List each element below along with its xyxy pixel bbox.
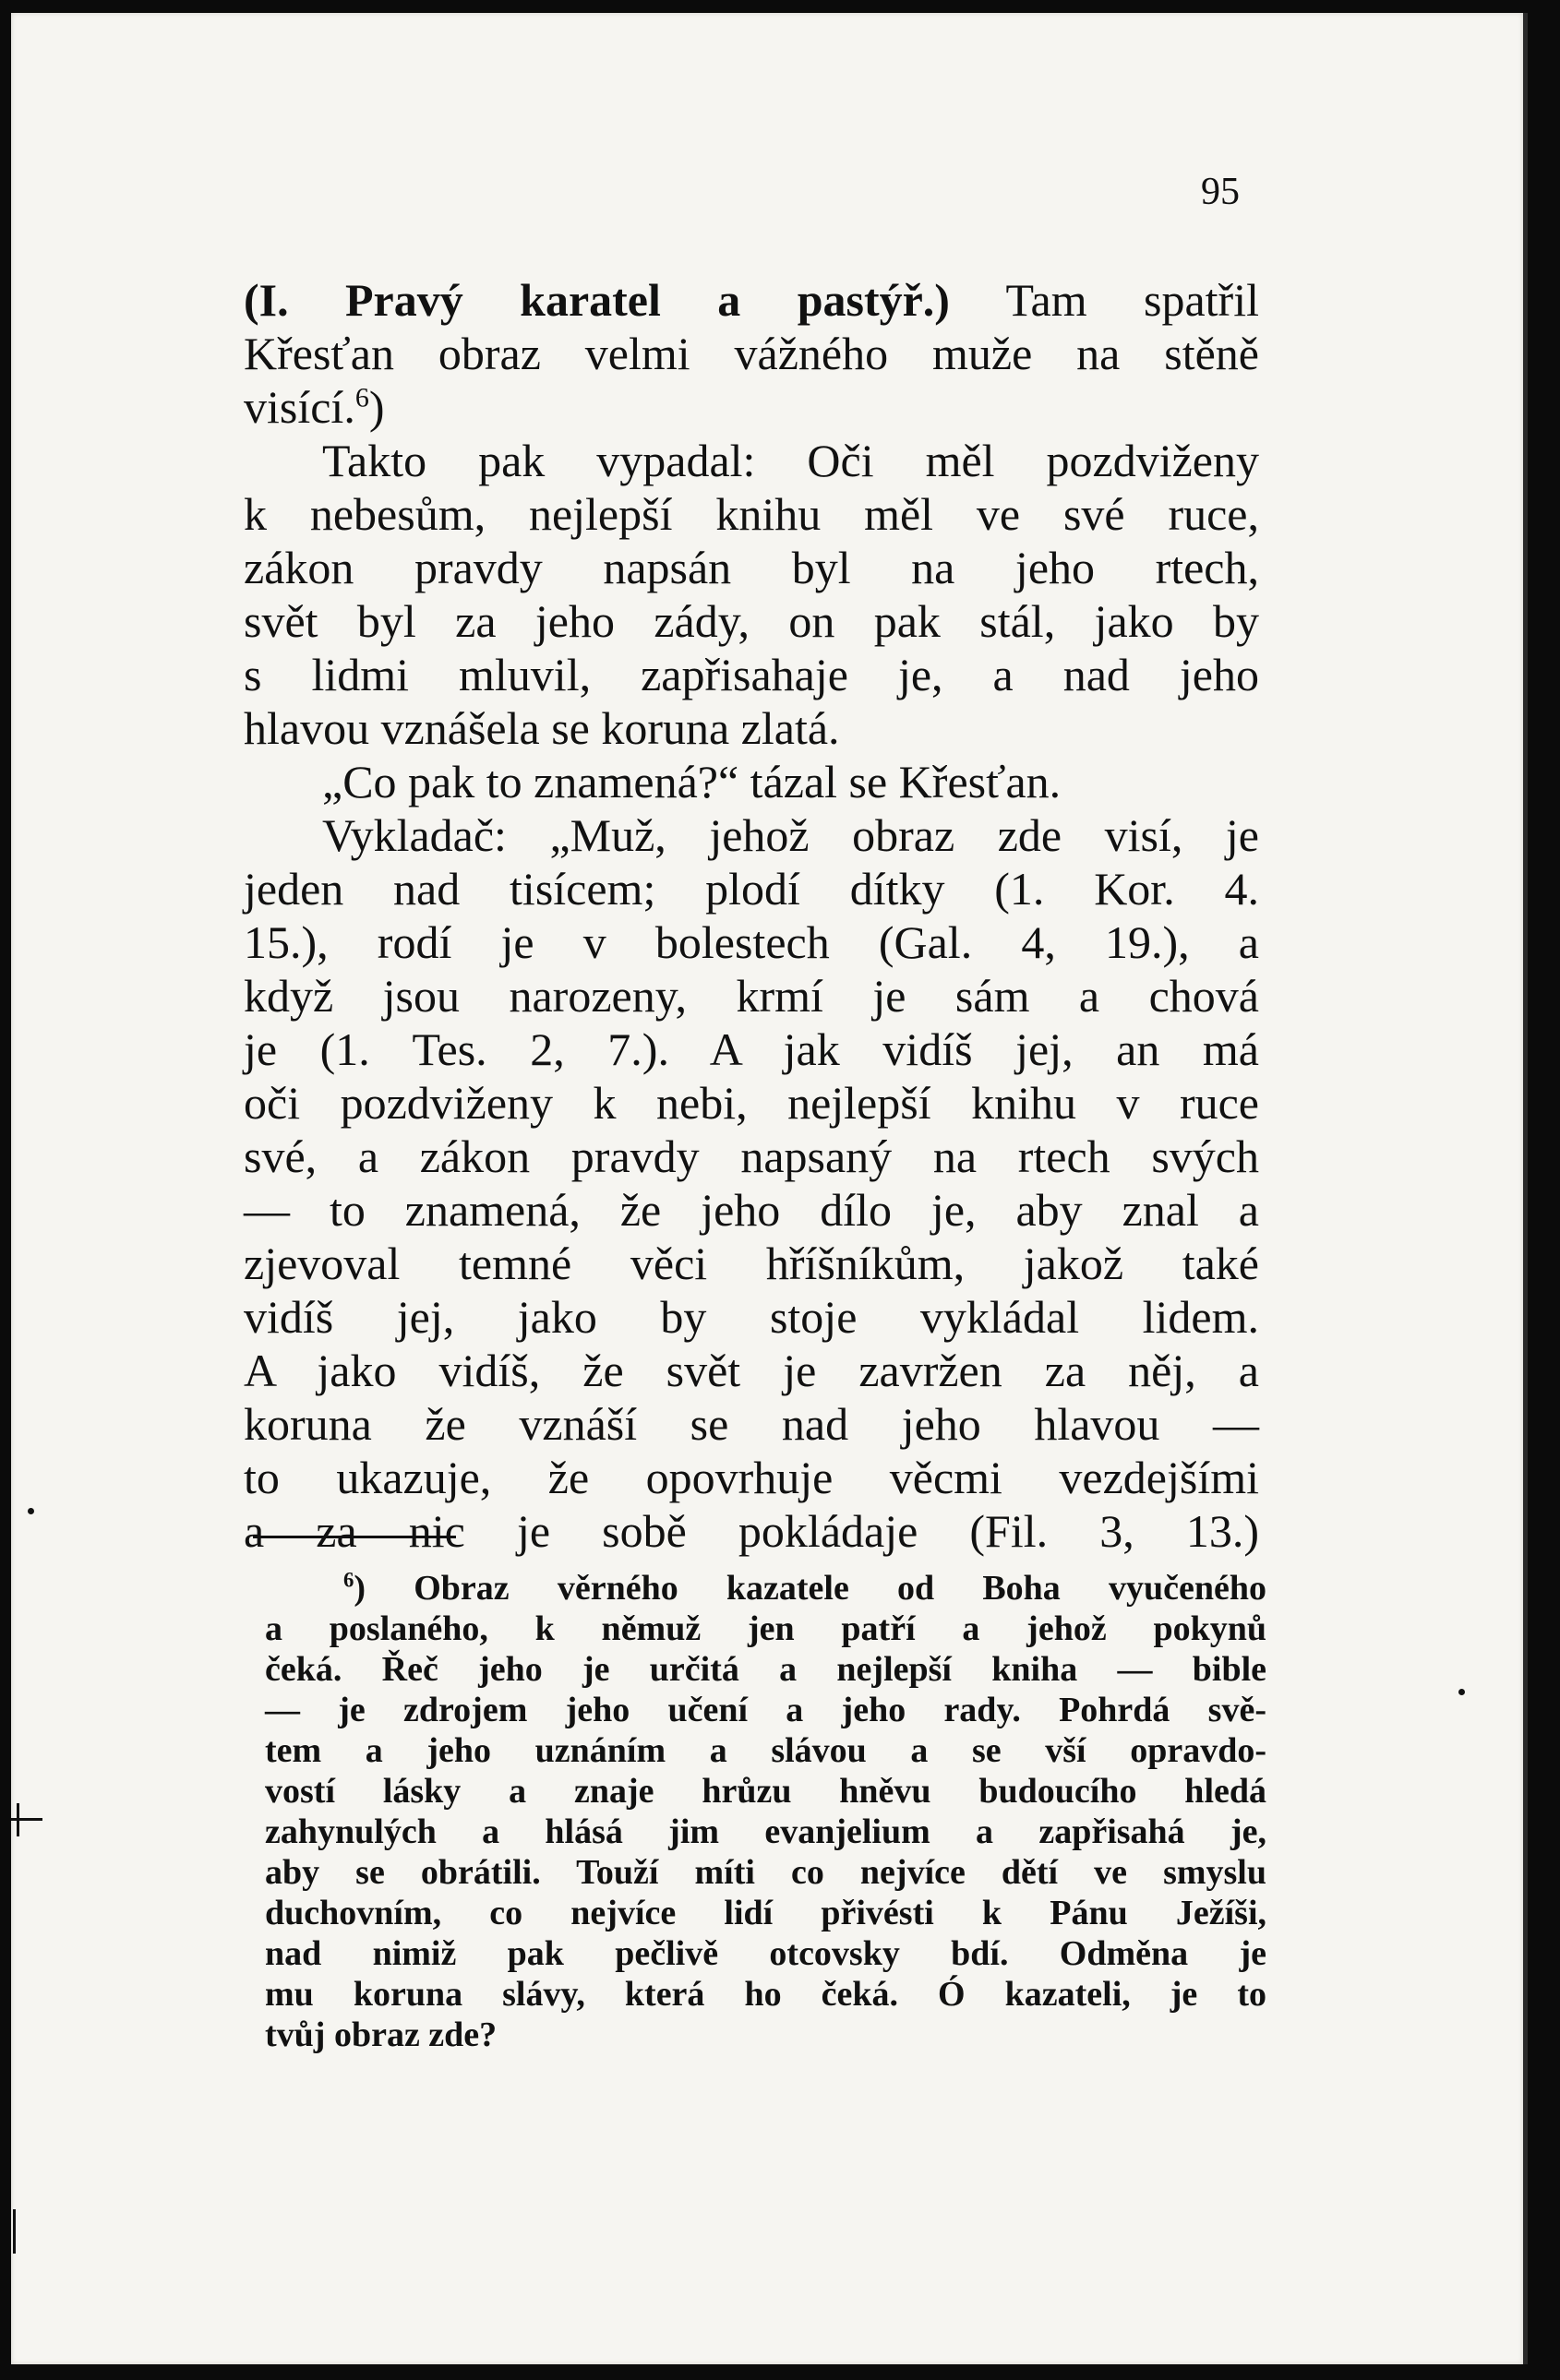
text-fragment: ) Obraz věrného kazatele od Boha vyučeného	[354, 1569, 1266, 1608]
text-line: s lidmi mluvil, zapřisahaje je, a nad jeho	[244, 649, 1259, 700]
text-line: Takto pak vypadal: Oči měl pozdviženy	[322, 435, 1259, 486]
footnote-line: aby se obrátili. Touží míti co nejvíce dětí ve smyslu	[265, 1853, 1266, 1892]
binding-mark	[17, 1803, 19, 1836]
text-line: to ukazuje, že opovrhuje věcmi vezdejšími	[244, 1452, 1259, 1503]
text-line: koruna že vznáší se nad jeho hlavou —	[244, 1398, 1259, 1450]
text-line	[244, 273, 1259, 327]
footnote-line	[265, 1568, 1266, 1609]
text-line: když jsou narozeny, krmí je sám a chová	[244, 970, 1259, 1022]
binding-mark	[13, 2209, 16, 2254]
text-line: visící.$^6$)	[244, 381, 385, 433]
section-heading: (I. Pravý karatel a pastýř.)	[244, 274, 950, 326]
text-line: a za nic je sobě pokládaje (Fil. 3, 13.)	[244, 1505, 1259, 1557]
text-line: 15.), rodí je v bolestech (Gal. 4, 19.), a	[244, 916, 1259, 968]
footnote-block	[265, 1568, 1266, 2055]
text-line: zákon pravdy napsán byl na jeho rtech,	[244, 542, 1259, 593]
footnote-line: nad nimiž pak pečlivě otcovsky bdí. Odměna je	[265, 1934, 1266, 1973]
text-line: vidíš jej, jako by stoje vykládal lidem.	[244, 1291, 1259, 1343]
scan-speck	[1458, 1689, 1465, 1695]
footnote-line: tvůj obraz zde?	[265, 2015, 498, 2054]
scan-speck	[28, 1508, 34, 1514]
main-text-block	[244, 273, 1259, 1558]
text-line: — to znamená, že jeho dílo je, aby znal a	[244, 1184, 1259, 1236]
footnote-line: zahynulých a hlásá jim evanjelium a zapřisahá je,	[265, 1812, 1266, 1851]
text-line: své, a zákon pravdy napsaný na rtech svých	[244, 1130, 1259, 1182]
footnote-marker: 6	[343, 1568, 354, 1592]
footnote-line: vostí lásky a znaje hrůzu hněvu budoucího hledá	[265, 1772, 1266, 1811]
text-line: k nebesům, nejlepší knihu měl ve své ruce,	[244, 488, 1259, 540]
footnote-line: tem a jeho uznáním a slávou a se vší opravdo-	[265, 1731, 1266, 1770]
footnote-divider	[253, 1536, 456, 1538]
footnote-line: mu koruna slávy, která ho čeká. Ó kazateli, je to	[265, 1975, 1266, 2014]
page-number: 95	[1201, 171, 1240, 213]
text-line: „Co pak to znamená?“ tázal se Křesťan.	[322, 756, 1062, 807]
text-line: jeden nad tisícem; plodí dítky (1. Kor. 4.	[244, 863, 1259, 915]
text-line: Křesťan obraz velmi vážného muže na stěně	[244, 328, 1259, 379]
text-line: A jako vidíš, že svět je zavržen za něj, a	[244, 1345, 1259, 1396]
footnote-line: — je zdrojem jeho učení a jeho rady. Pohrdá svě-	[265, 1691, 1266, 1729]
text-fragment: visící.	[244, 381, 355, 433]
footnote-line: a poslaného, k němuž jen patří a jehož pokynů	[265, 1609, 1266, 1648]
text-line: je (1. Tes. 2, 7.). A jak vidíš jej, an má	[244, 1023, 1259, 1075]
text-line: hlavou vznášela se koruna zlatá.	[244, 702, 840, 754]
footnote-reference: 6	[354, 382, 369, 413]
text-line: svět byl za jeho zády, on pak stál, jako by	[244, 595, 1259, 647]
text-fragment: Tam spatřil	[1005, 274, 1259, 326]
footnote-line: čeká. Řeč jeho je určitá a nejlepší kniha — bible	[265, 1650, 1266, 1689]
footnote-line: duchovním, co nejvíce lidí přivésti k Pánu Ježíši,	[265, 1894, 1266, 1932]
text-line: Vykladač: „Muž, jehož obraz zde visí, je	[322, 809, 1259, 861]
book-page	[11, 13, 1528, 2364]
text-line: oči pozdviženy k nebi, nejlepší knihu v ruce	[244, 1077, 1259, 1129]
text-line: zjevoval temné věci hříšníkům, jakož také	[244, 1238, 1259, 1289]
